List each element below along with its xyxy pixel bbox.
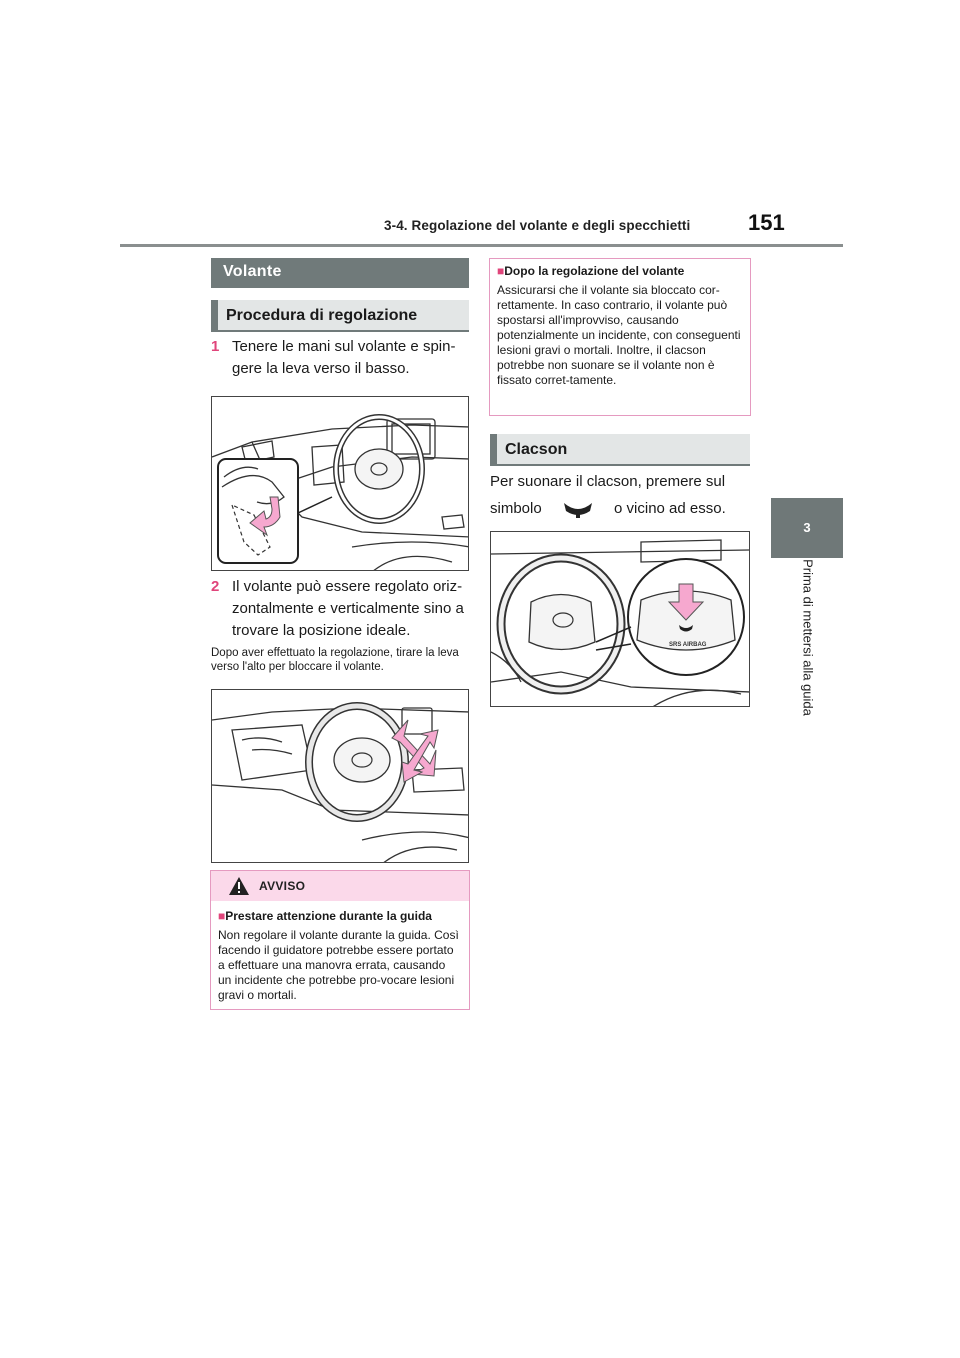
step-text: Il volante può essere regolato oriz-zontalmente e verticalmente sino a trovare la posizione ideale. (232, 578, 464, 639)
section-heading: Volante (211, 258, 469, 288)
lever-illustration (211, 396, 469, 571)
step-number: 2 (211, 578, 220, 595)
step-text: Tenere le mani sul volante e spin-gere la leva verso il basso. (232, 338, 456, 377)
airbag-label: SRS AIRBAG (669, 642, 707, 648)
horn-illustration (490, 531, 750, 707)
warning-box (210, 870, 470, 1010)
step-1 (211, 336, 473, 380)
page-number: 151 (748, 210, 785, 235)
warning-title: ■Prestare attenzione durante la guida (218, 909, 432, 923)
horn-icon (554, 499, 602, 519)
warning-header (211, 871, 469, 901)
horn-instruction-line2: simbolo o vicino ad esso. (490, 498, 726, 520)
steering-adjustment-illustration (211, 689, 469, 863)
warning-text: Non regolare il volante durante la guida. Così facendo il guidatore potrebbe essere portato a effettuare una manovra errata, causando un incidente che potrebbe pro-vocare lesioni gravi o mortali. (218, 928, 459, 1002)
chapter-label: Prima di mettersi alla guida (800, 559, 816, 716)
header-rule (120, 244, 843, 247)
subsection-heading: Procedura di regolazione (211, 300, 469, 332)
subsection-heading-horn: Clacson (490, 434, 750, 466)
step-number: 1 (211, 338, 220, 355)
warning-label: AVVISO (259, 879, 306, 893)
chapter-number: 3 (803, 520, 811, 535)
step-2 (211, 576, 473, 642)
info-box (489, 258, 751, 416)
warning-triangle-icon (228, 876, 250, 901)
adjustment-note: Dopo aver effettuato la regolazione, tirare la leva verso l'alto per bloccare il volante. (211, 647, 459, 673)
info-text: Assicurarsi che il volante sia bloccato cor-rettamente. In caso contrario, il volante può spostarsi all'improvviso, causando potenzialmente un incidente, con conseguenti lesioni gravi o mortali. Inoltre, il clacson potrebbe non suonare se il volante non è fissato corret-tamente. (497, 283, 741, 387)
horn-instruction-line1: Per suonare il clacson, premere sul (490, 473, 726, 490)
section-title: 3-4. Regolazione del volante e degli specchietti (384, 218, 691, 233)
info-title: ■Dopo la regolazione del volante (497, 264, 685, 278)
